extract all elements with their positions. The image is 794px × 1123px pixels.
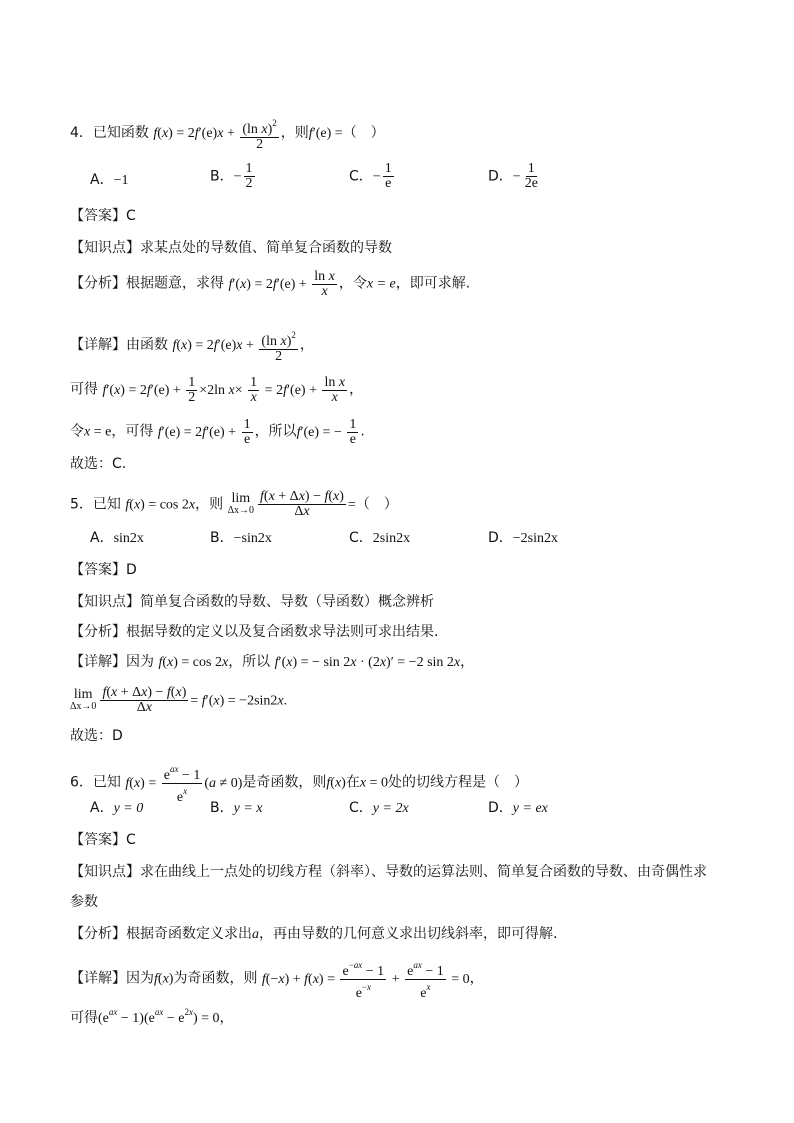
q4-formula: f(x) = 2f′(e)x + $\frac{(\ln x)^2}{2}$ bbox=[153, 118, 277, 152]
q6-answer: 【答案】C bbox=[70, 832, 136, 848]
q5-knowledge: 【知识点】简单复合函数的导数、导数（导函数）概念辨析 bbox=[70, 594, 434, 610]
q4-detail-line3: 令x = e，可得 f′(e) = 2f′(e) + $\frac{1}{e}$ ，所以f′(e) = − $\frac{1}{e}$ . bbox=[70, 417, 365, 447]
q5-answer: 【答案】D bbox=[70, 562, 137, 578]
q5-option-b[interactable]: B．−sin2x bbox=[210, 530, 272, 546]
q4-option-b[interactable]: B．− $\frac{1}{2}$ bbox=[210, 161, 253, 191]
q5-option-d[interactable]: D．−2sin2x bbox=[488, 530, 559, 546]
q4-analysis: 【分析】根据题意，求得 f′(x) = 2f′(e) + $\frac{\text{ln x}}{x}$ ，令x = e，即可求解. bbox=[70, 269, 471, 299]
q5-conclusion: 故选：D bbox=[70, 728, 123, 744]
q5-stem: 5．已知 f(x) = cos 2x，则 lim Δx→0 $\frac{f(x + \Delta x) - f(x)}{\Delta x}$ =（ ） bbox=[70, 489, 398, 519]
q4-number: 4． bbox=[70, 125, 93, 142]
q6-option-c[interactable]: C．y = 2x bbox=[349, 800, 409, 816]
q6-stem: 6．已知 f(x) = $e^{ax} - 1$ $e^x$ (a ≠ 0)是奇函数，则f(x)在x = 0处的切线方程是（ ） bbox=[70, 764, 528, 805]
q6-option-d[interactable]: D．y = ex bbox=[488, 800, 548, 816]
q6-detail-line2: 可得$(e^{ax} - 1)(e^{ax} - e^{2x}) = 0$， bbox=[70, 1007, 234, 1026]
q6-knowledge-cont: 参数 bbox=[70, 894, 98, 910]
q4-detail: 【详解】由函数 f(x) = 2f′(e)x + $\frac{(\ln x)^2}{2}$ ， bbox=[70, 330, 314, 364]
q5-option-c[interactable]: C．2sin2x bbox=[349, 530, 411, 546]
q5-detail: 【详解】因为 f(x) = cos 2x，所以 f′(x) = − sin 2x · (2x)′ = −2 sin 2x， bbox=[70, 654, 475, 670]
q5-analysis: 【分析】根据导数的定义以及复合函数求导法则可求出结果. bbox=[70, 624, 439, 640]
q4-option-c[interactable]: C．− $\frac{1}{e}$ bbox=[349, 161, 392, 191]
q5-detail-line2: lim Δx→0 $\frac{f(x + \Delta x) - f(x)}{\Delta x}$ = f′(x) = −2sin2x. bbox=[70, 685, 288, 715]
q4-knowledge: 【知识点】求某点处的导数值、简单复合函数的导数 bbox=[70, 240, 392, 256]
q6-knowledge: 【知识点】求在曲线上一点处的切线方程（斜率）、导数的运算法则、简单复合函数的导数、由奇偶性求 bbox=[70, 864, 707, 880]
q6-detail: 【详解】因为f(x)为奇函数，则 f(−x) + f(x) = $\frac{e^{-ax} - 1}{e^{-x}}$ + $e^{ax} - 1$ $e^x$ = 0， bbox=[70, 960, 484, 1001]
q4-conclusion: 故选：C. bbox=[70, 456, 127, 472]
q6-option-a[interactable]: A．y = 0 bbox=[90, 800, 144, 816]
q4-stem: 4．已知函数 f(x) = 2f′(e)x + $\frac{(\ln x)^2}{2}$ ，则f′(e) =（ ） bbox=[70, 118, 385, 152]
q4-answer: 【答案】C bbox=[70, 208, 136, 224]
q4-option-a[interactable]: A．−1 bbox=[90, 172, 129, 188]
q6-analysis: 【分析】根据奇函数定义求出a，再由导数的几何意义求出切线斜率，即可得解. bbox=[70, 926, 558, 942]
q4-option-d[interactable]: D．− $\frac{1}{2e}$ bbox=[488, 161, 538, 191]
q4-detail-line2: 可得 f′(x) = 2f′(e) + $\frac{1}{2}$ ×2ln x× $\frac{1}{x}$ = 2f′(e) + $\frac{\text{ln x}}{x}$ ， bbox=[70, 375, 364, 405]
q5-option-a[interactable]: A．sin2x bbox=[90, 530, 144, 546]
q6-option-b[interactable]: B．y = x bbox=[210, 800, 263, 816]
